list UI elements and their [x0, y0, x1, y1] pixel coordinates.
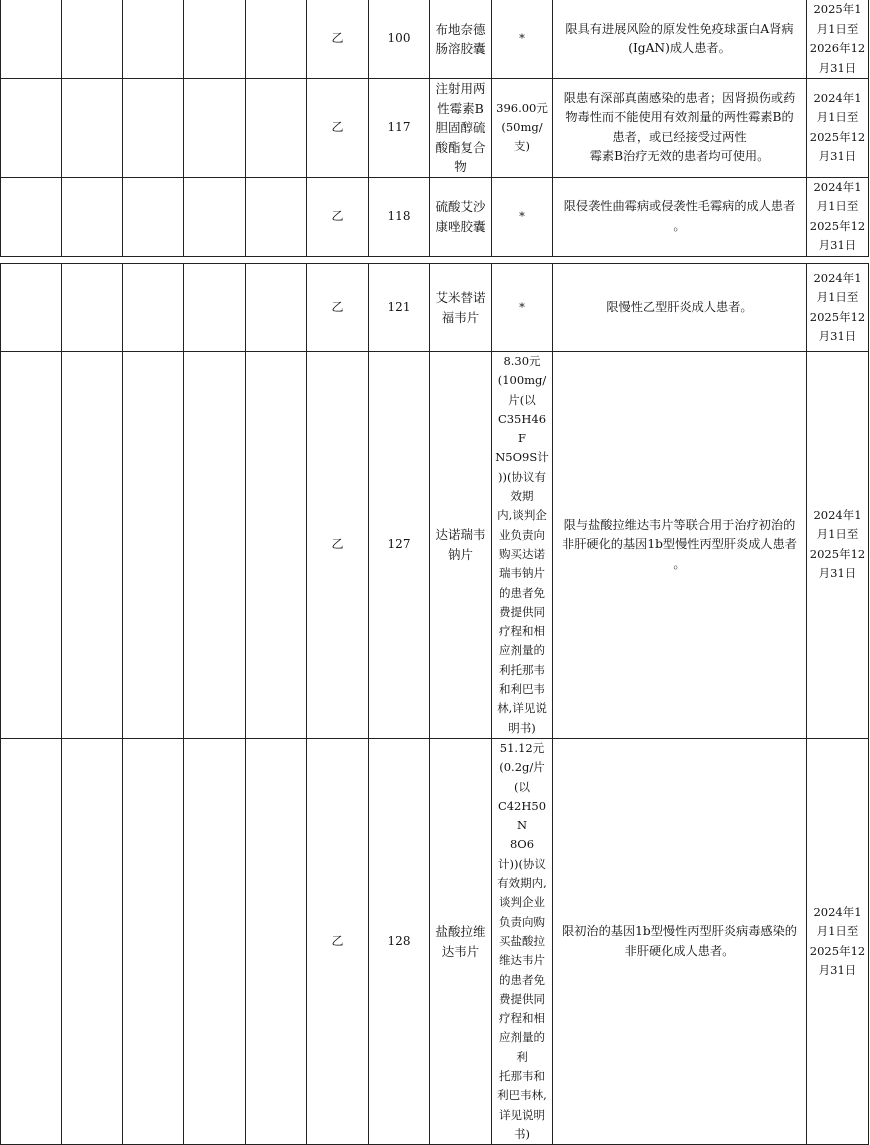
empty-cell	[1, 738, 62, 1144]
restriction-cell-line: 。	[673, 218, 686, 233]
price-cell-line: ))(协议有	[498, 469, 546, 484]
price-cell-line: N5O9S计	[495, 450, 549, 465]
restriction-cell	[553, 352, 807, 739]
empty-cell	[246, 264, 307, 352]
drug-name-cell-line: 福韦片	[441, 309, 480, 325]
price-cell-line: 内,谈判企	[497, 508, 547, 523]
price-cell-line: 有效期内,	[497, 876, 547, 891]
price-cell-line: 林,详见说	[497, 701, 547, 716]
drug-name-cell-line: 酸酯复合	[435, 139, 486, 155]
validity-period-cell-line: 月31日	[818, 329, 857, 343]
empty-cell	[123, 79, 184, 178]
validity-period-cell-line: 2025年12	[809, 309, 866, 324]
number-cell: 121	[369, 264, 430, 352]
drug-name-cell-line: 硫酸艾沙	[435, 199, 486, 214]
validity-period-cell-line: 月1日至	[816, 527, 859, 542]
empty-cell	[123, 264, 184, 352]
price-cell-line: *	[519, 299, 525, 314]
validity-period-cell	[807, 264, 869, 352]
validity-period-cell-line: 2024年1	[813, 507, 862, 522]
drug-name-cell-line: 艾米替诺	[435, 290, 486, 305]
validity-period-cell-line: 2024年1	[813, 179, 862, 194]
empty-cell	[246, 177, 307, 256]
validity-period-cell-line: 月31日	[818, 566, 857, 581]
restriction-cell	[553, 264, 807, 352]
empty-cell	[1, 0, 62, 79]
empty-cell	[184, 0, 246, 79]
price-cell-line: 的患者免	[499, 972, 545, 987]
price-cell-line: *	[519, 31, 525, 46]
price-cell-line: 疗程和相	[499, 624, 545, 639]
table-row	[1, 352, 869, 739]
drug-table-upper	[0, 0, 869, 257]
price-cell-line: 业负责向	[499, 527, 545, 542]
validity-period-cell	[807, 738, 869, 1144]
price-cell-line: 详见说明	[499, 1107, 545, 1122]
price-cell-line: 瑞韦钠片	[499, 566, 545, 581]
price-cell-line: 托那韦和	[499, 1068, 545, 1083]
empty-cell	[62, 79, 123, 178]
empty-cell	[123, 177, 184, 256]
drug-name-cell	[430, 738, 492, 1144]
price-cell-line: 购买达诺	[499, 546, 545, 561]
price-cell-line: *	[519, 208, 525, 223]
drug-name-cell-line: 注射用两	[435, 81, 486, 96]
drug-name-cell-line: 物	[454, 159, 467, 174]
drug-name-cell-line: 达韦片	[441, 943, 480, 959]
category-cell: 乙	[307, 177, 369, 256]
validity-period-cell	[807, 352, 869, 739]
price-cell-line: 负责向购	[499, 914, 545, 929]
empty-cell	[246, 79, 307, 178]
category-cell: 乙	[307, 264, 369, 352]
empty-cell	[246, 0, 307, 79]
empty-cell	[123, 352, 184, 739]
price-cell-line: 利托那韦	[499, 662, 545, 677]
validity-period-cell-line: 2025年12	[809, 218, 866, 233]
price-cell-line: 8.30元	[503, 354, 541, 368]
empty-cell	[123, 738, 184, 1144]
validity-period-cell-line: 2024年1	[813, 904, 862, 919]
drug-name-cell-line: 布地奈德	[435, 21, 486, 37]
price-cell	[492, 79, 553, 178]
number-cell: 127	[369, 352, 430, 739]
number-cell: 117	[369, 79, 430, 178]
empty-cell	[1, 264, 62, 352]
validity-period-cell-line: 月1日至	[816, 21, 859, 36]
price-cell-line: 谈判企业	[499, 895, 545, 910]
drug-name-cell-line: 胆固醇硫	[435, 120, 486, 135]
price-cell-line: 应剂量的	[499, 643, 545, 658]
price-cell-line: 396.00元	[496, 100, 548, 115]
empty-cell	[246, 738, 307, 1144]
category-cell: 乙	[307, 738, 369, 1144]
restriction-cell-line: 限患有深部真菌感染的患者；因肾损伤或药	[563, 90, 796, 105]
validity-period-cell-line: 2025年12	[809, 943, 866, 958]
price-cell	[492, 738, 553, 1144]
drug-name-cell	[430, 0, 492, 79]
drug-name-cell-line: 肠溶胶囊	[435, 41, 486, 56]
price-cell	[492, 352, 553, 739]
empty-cell	[184, 79, 246, 178]
restriction-cell-line: 非肝硬化的基因1b型慢性丙型肝炎成人患者	[562, 537, 797, 552]
drug-name-cell-line: 康唑胶囊	[435, 218, 486, 234]
validity-period-cell	[807, 177, 869, 256]
empty-cell	[246, 352, 307, 739]
restriction-cell	[553, 0, 807, 79]
price-cell-line: 应剂量的	[499, 1030, 545, 1045]
price-cell-line: 和利巴韦	[499, 682, 545, 697]
restriction-cell-line: 霉素B治疗无效的患者均可使用。	[589, 149, 770, 164]
restriction-cell-line: 非肝硬化成人患者。	[624, 943, 735, 958]
validity-period-cell	[807, 79, 869, 178]
validity-period-cell-line: 月31日	[818, 963, 857, 978]
table-row	[1, 264, 869, 352]
price-cell-line: (以	[514, 779, 530, 794]
empty-cell	[62, 738, 123, 1144]
restriction-cell-line: 患者，或已经接受过两性	[612, 129, 747, 144]
price-cell-line: 利巴韦林,	[497, 1088, 547, 1103]
empty-cell	[62, 264, 123, 352]
price-cell-line: (100mg/	[497, 373, 547, 388]
price-cell-line: 利	[516, 1049, 528, 1064]
drug-table-lower	[0, 263, 869, 1145]
number-cell: 118	[369, 177, 430, 256]
price-cell	[492, 0, 553, 79]
price-cell-line: 8O6	[509, 837, 535, 852]
restriction-cell-line: (IgAN)成人患者。	[628, 41, 731, 55]
table-row	[1, 0, 869, 79]
price-cell-line: 书)	[514, 1126, 530, 1141]
price-cell-line: C42H50N	[497, 798, 547, 833]
price-cell-line: 片(以	[508, 392, 536, 407]
validity-period-cell-line: 月1日至	[816, 199, 859, 213]
drug-name-cell	[430, 177, 492, 256]
drug-name-cell	[430, 264, 492, 352]
empty-cell	[184, 352, 246, 739]
restriction-cell-line: 限初治的基因1b型慢性丙型肝炎病毒感染的	[562, 924, 797, 939]
category-cell: 乙	[307, 79, 369, 178]
price-cell-line: (0.2g/片	[499, 760, 545, 775]
validity-period-cell-line: 2025年12	[809, 129, 866, 144]
empty-cell	[184, 738, 246, 1144]
empty-cell	[123, 0, 184, 79]
category-cell: 乙	[307, 0, 369, 79]
number-cell: 128	[369, 738, 430, 1144]
drug-name-cell-line: 性霉素B	[437, 100, 484, 116]
empty-cell	[184, 264, 246, 352]
validity-period-cell-line: 2024年1	[813, 270, 862, 285]
restriction-cell-line: 限侵袭性曲霉病或侵袭性毛霉病的成人患者	[563, 199, 796, 213]
empty-cell	[1, 352, 62, 739]
validity-period-cell	[807, 0, 869, 79]
validity-period-cell-line: 月1日至	[816, 290, 859, 304]
validity-period-cell-line: 月1日至	[816, 110, 859, 125]
restriction-cell-line: 物毒性而不能使用有效剂量的两性霉素B的	[565, 110, 794, 125]
number-cell: 100	[369, 0, 430, 79]
validity-period-cell-line: 2024年1	[813, 90, 862, 105]
drug-name-cell	[430, 79, 492, 178]
price-cell-line: 的患者免	[499, 585, 545, 600]
empty-cell	[62, 177, 123, 256]
price-cell-line: 买盐酸拉	[499, 933, 545, 948]
empty-cell	[184, 177, 246, 256]
restriction-cell	[553, 177, 807, 256]
validity-period-cell-line: 2025年1	[813, 2, 862, 16]
price-cell-line: C35H46F	[497, 411, 547, 446]
drug-name-cell-line: 钠片	[447, 546, 473, 562]
price-cell-line: 维达韦片	[499, 953, 545, 968]
restriction-cell	[553, 738, 807, 1144]
price-cell-line: 明书)	[508, 720, 536, 735]
price-cell-line: 疗程和相	[499, 1011, 545, 1026]
price-cell-line: 计))(协议	[498, 856, 546, 871]
empty-cell	[62, 352, 123, 739]
restriction-cell-line: 。	[673, 556, 686, 571]
price-cell-line: (50mg/支)	[501, 120, 543, 154]
validity-period-cell-line: 月31日	[818, 60, 857, 75]
validity-period-cell-line: 2026年12	[809, 41, 866, 55]
empty-cell	[62, 0, 123, 79]
price-cell-line: 51.12元	[499, 740, 545, 755]
empty-cell	[1, 177, 62, 256]
restriction-cell-line: 限具有进展风险的原发性免疫球蛋白A肾病	[565, 21, 794, 36]
table-row	[1, 79, 869, 178]
price-cell	[492, 177, 553, 256]
price-cell-line: 费提供同	[499, 991, 545, 1006]
table-row	[1, 738, 869, 1144]
price-cell-line: 效期	[510, 489, 534, 504]
validity-period-cell-line: 月31日	[818, 149, 857, 164]
restriction-cell-line: 限慢性乙型肝炎成人患者。	[606, 299, 753, 314]
drug-name-cell-line: 达诺瑞韦	[435, 527, 486, 543]
validity-period-cell-line: 月1日至	[816, 924, 859, 939]
empty-cell	[1, 79, 62, 178]
price-cell-line: 费提供同	[499, 604, 545, 619]
restriction-cell	[553, 79, 807, 178]
validity-period-cell-line: 2025年12	[809, 546, 866, 561]
restriction-cell-line: 限与盐酸拉维达韦片等联合用于治疗初治的	[563, 517, 796, 532]
price-cell	[492, 264, 553, 352]
drug-name-cell	[430, 352, 492, 739]
validity-period-cell-line: 月31日	[818, 238, 857, 252]
category-cell: 乙	[307, 352, 369, 739]
table-row	[1, 177, 869, 256]
drug-name-cell-line: 盐酸拉维	[435, 924, 486, 940]
